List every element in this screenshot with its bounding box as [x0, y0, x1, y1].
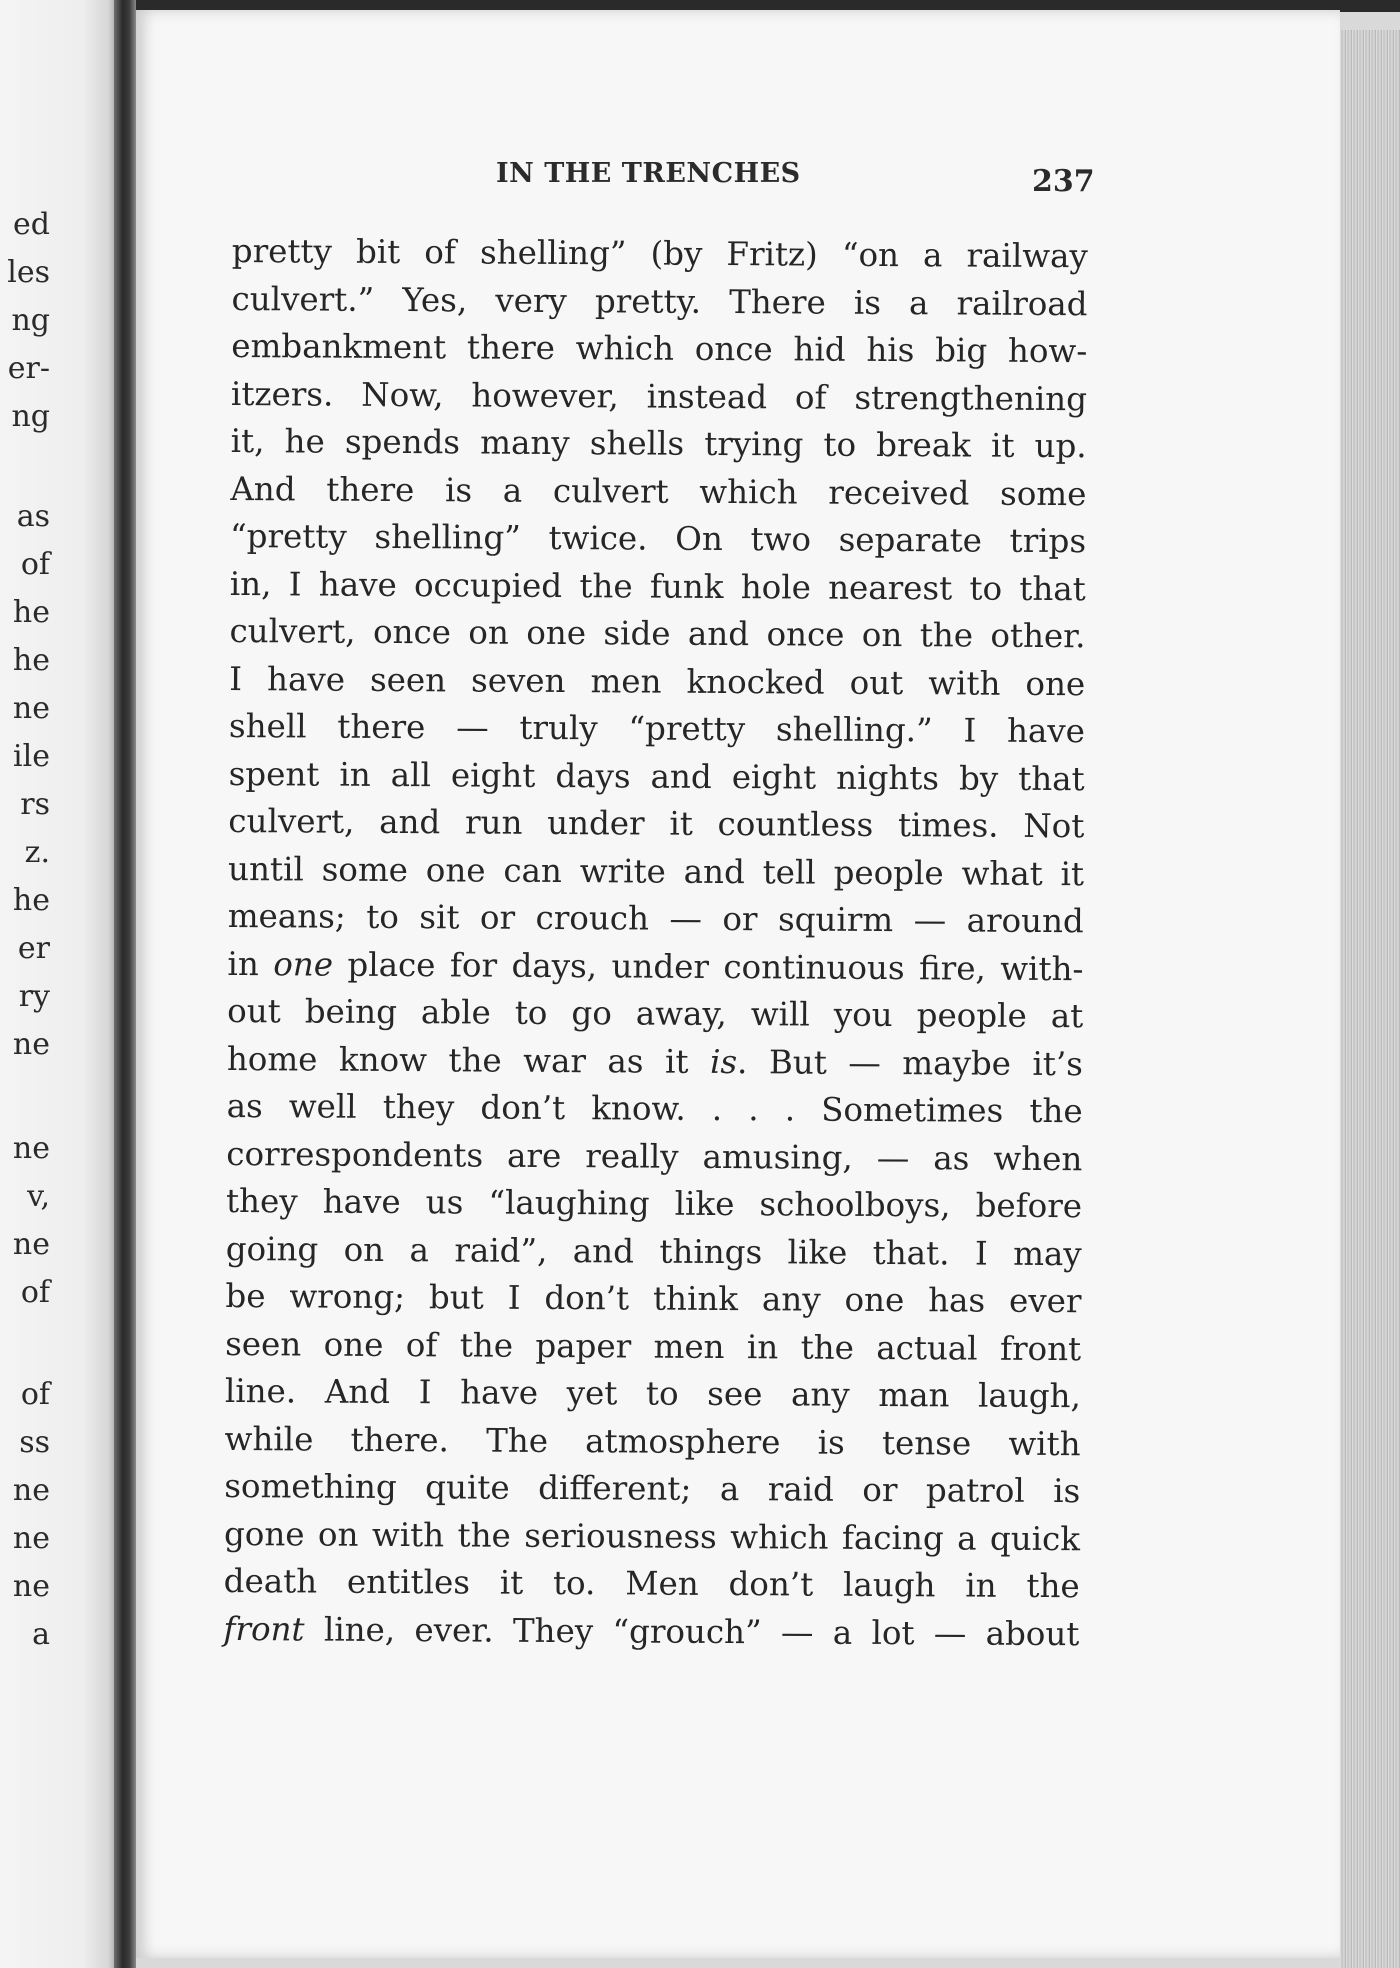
text-line: front line, ever. They “grouch” — a lot — about: [223, 1609, 1080, 1653]
text-line: it, he spends many shells trying to break it up.: [230, 421, 1087, 466]
verso-fragment: as: [16, 499, 50, 534]
text-line: home know the war as it is. But — maybe it’s: [226, 1039, 1084, 1083]
verso-fragment: ne: [12, 691, 50, 726]
verso-fragment: ne: [12, 1473, 50, 1508]
text-line: “pretty shelling” twice. On two separate trips: [230, 516, 1087, 561]
verso-fragment: he: [12, 643, 50, 678]
text-line: culvert, once on one side and once on the other.: [229, 611, 1086, 656]
verso-fragment: a: [32, 1617, 50, 1652]
text-line: itzers. Now, however, instead of strengthening: [230, 374, 1088, 418]
text-line: embankment there which once hid his big how-: [231, 326, 1088, 371]
verso-fragment: ed: [13, 207, 50, 242]
verso-fragment: ng: [11, 399, 50, 434]
verso-fragment: ile: [13, 739, 50, 774]
text-line: going on a raid”, and things like that. I may: [225, 1229, 1082, 1273]
text-line: shell there — truly “pretty shelling.” I have: [228, 706, 1086, 751]
verso-fragment: ne: [12, 1521, 50, 1556]
verso-page: [0, 0, 118, 1968]
book-gutter: [114, 0, 136, 1968]
verso-fragment: ne: [12, 1131, 50, 1166]
verso-fragment: of: [20, 1377, 50, 1412]
text-line: line. And I have yet to see any man laugh,: [224, 1371, 1081, 1416]
verso-fragment: ng: [11, 303, 50, 338]
verso-fragment: er: [17, 931, 50, 966]
text-line: pretty bit of shelling” (by Fritz) “on a railway: [231, 231, 1088, 276]
text-line: something quite different; a raid or patrol is: [224, 1466, 1081, 1511]
body-text: [223, 228, 1088, 1658]
verso-fragment: ne: [12, 1027, 50, 1062]
text-line: culvert, and run under it countless times. Not: [228, 801, 1085, 846]
text-line: be wrong; but I don’t think any one has ever: [225, 1276, 1082, 1321]
verso-fragment: ss: [19, 1425, 50, 1460]
verso-fragment: ry: [18, 979, 50, 1014]
verso-fragment: ne: [12, 1569, 50, 1604]
text-line: while there. The atmosphere is tense with: [224, 1419, 1081, 1463]
text-line: out being able to go away, will you people at: [227, 991, 1084, 1036]
text-line: in, I have occupied the funk hole nearest to that: [229, 564, 1086, 608]
text-line: until some one can write and tell people what it: [227, 849, 1085, 893]
text-line: correspondents are really amusing, — as when: [226, 1134, 1083, 1178]
text-line: gone on with the seriousness which facing a quick: [223, 1514, 1081, 1558]
verso-fragment: ne: [12, 1227, 50, 1262]
verso-fragment: of: [20, 547, 50, 582]
verso-fragment: he: [12, 595, 50, 630]
text-line: I have seen seven men knocked out with one: [229, 659, 1086, 703]
text-line: seen one of the paper men in the actual front: [225, 1324, 1082, 1368]
page-edges: [1340, 30, 1400, 1968]
text-line: culvert.” Yes, very pretty. There is a railroad: [231, 279, 1088, 323]
verso-fragment: z.: [24, 835, 50, 870]
verso-fragment: er-: [7, 351, 50, 386]
text-line: they have us “laughing like schoolboys, before: [225, 1181, 1083, 1226]
verso-fragment: v,: [27, 1179, 50, 1214]
verso-fragment: he: [12, 883, 50, 918]
text-line: means; to sit or crouch — or squirm — around: [227, 896, 1084, 941]
text-line: as well they don’t know. . . . Sometimes the: [226, 1086, 1083, 1131]
verso-fragment: of: [20, 1275, 50, 1310]
text-line: spent in all eight days and eight nights by that: [228, 754, 1085, 798]
page-number: 237: [1032, 164, 1095, 199]
verso-fragment: rs: [20, 787, 50, 822]
running-head: IN THE TRENCHES: [496, 158, 801, 189]
text-line: death entitles it to. Men don’t laugh in the: [223, 1561, 1080, 1606]
text-line: in one place for days, under continuous fire, with-: [227, 944, 1084, 988]
text-line: And there is a culvert which received some: [230, 469, 1087, 513]
verso-fragment: les: [7, 255, 50, 290]
